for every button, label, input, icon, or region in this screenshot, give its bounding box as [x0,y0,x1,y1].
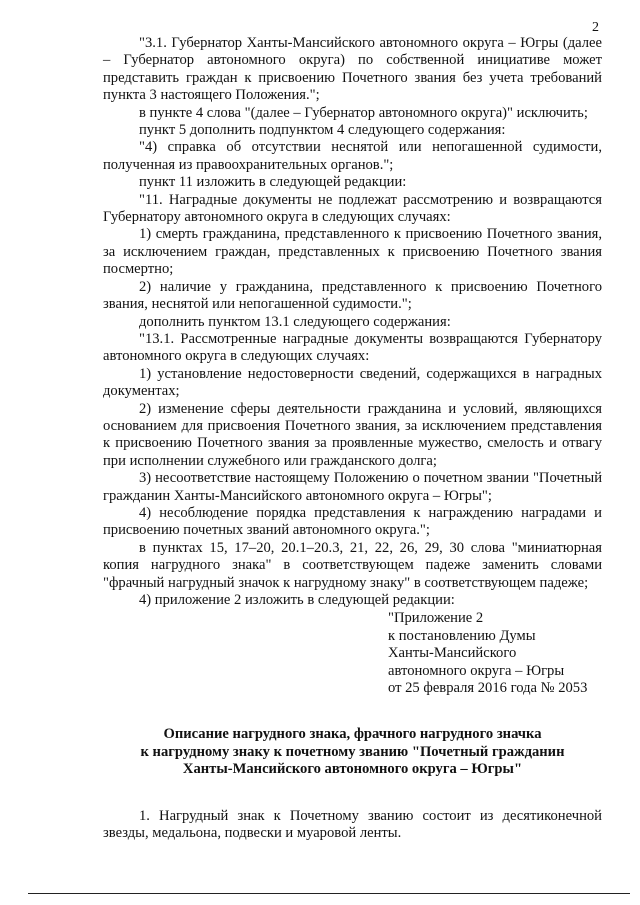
heading-line: Ханты-Мансийского автономного округа – Югры" [182,761,523,778]
paragraph-items-replace: в пунктах 15, 17–20, 20.1–20.3, 21, 22, 26, 29, 30 слова "миниатюрная копия нагрудного знака" в соответствующем падеже заменить словами "фрачный нагрудный значок к нагрудному знаку" в соответствующем падеже; [103,539,602,591]
paragraph-item-13-1: дополнить пунктом 13.1 следующего содержания: [139,313,451,330]
appendix-line: Ханты-Мансийского [388,645,517,662]
paragraph-11-text: "11. Наградные документы не подлежат рассмотрению и возвращаются Губернатору автономного округа в следующих случаях: [103,191,602,226]
paragraph-13-1-case-3: 3) несоответствие настоящему Положению о почетном звании "Почетный гражданин Ханты-Мансийского автономного округа – Югры"; [103,470,602,504]
paragraph-13-1-case-2: 2) изменение сферы деятельности гражданина и условий, являющихся основанием для присвоения Почетного звания, за исключением представления к присвоению Почетного звания за проявленные мужество, смелость и отвагу при исполнении служебного или гражданского долга; [103,400,602,469]
document-body [103,35,602,842]
paragraph-badge-description: 1. Нагрудный знак к Почетному званию состоит из десятиконечной звезды, медальона, подвески и муаровой ленты. [103,807,602,842]
paragraph-subitem-4: "4) справка об отсутствии неснятой или непогашенной судимости, полученная из правоохранительных органов."; [103,139,602,173]
appendix-line: автономного округа – Югры [388,662,565,679]
paragraph-3-1: "3.1. Губернатор Ханты-Мансийского автономного округа – Югры (далее – Губернатор автономного округа) по собственной инициативе может представить граждан к присвоению Почетного звания без учета требований пункта 3 настоящего Положения."; [103,35,602,104]
paragraph-item-5: пункт 5 дополнить подпунктом 4 следующего содержания: [139,122,506,139]
paragraph-13-1-text: "13.1. Рассмотренные наградные документы возвращаются Губернатору автономного округа в следующих случаях: [103,330,602,365]
paragraph-11-case-1: 1) смерть гражданина, представленного к присвоению Почетного звания, за исключением граждан, представленных к присвоению Почетного звания посмертно; [103,226,602,278]
paragraph-11-case-2: 2) наличие у гражданина, представленного к присвоению Почетного звания, неснятой или непогашенной судимости."; [103,278,602,313]
appendix-line: от 25 февраля 2016 года № 2053 [388,680,588,697]
paragraph-13-1-case-4: 4) несоблюдение порядка представления к награждению наградами и присвоению почетных званий автономного округа."; [103,504,602,539]
paragraph-appendix-2: 4) приложение 2 изложить в следующей редакции: [139,592,455,608]
paragraph-item-4: в пункте 4 слова "(далее – Губернатор автономного округа)" исключить; [139,104,588,121]
footer-divider [28,893,630,894]
appendix-line: "Приложение 2 [388,610,484,627]
heading-line: Описание нагрудного знака, фрачного нагрудного значка [163,726,542,743]
page-number: 2 [592,20,599,35]
appendix-reference [388,610,608,697]
appendix-line: к постановлению Думы [388,627,536,644]
heading-line: к нагрудному знаку к почетному званию "Почетный гражданин [140,743,565,760]
paragraph-13-1-case-1: 1) установление недостоверности сведений, содержащихся в наградных документах; [103,365,602,400]
paragraph-item-11: пункт 11 изложить в следующей редакции: [139,174,407,191]
closing-section [103,808,602,843]
section-heading [103,726,602,778]
